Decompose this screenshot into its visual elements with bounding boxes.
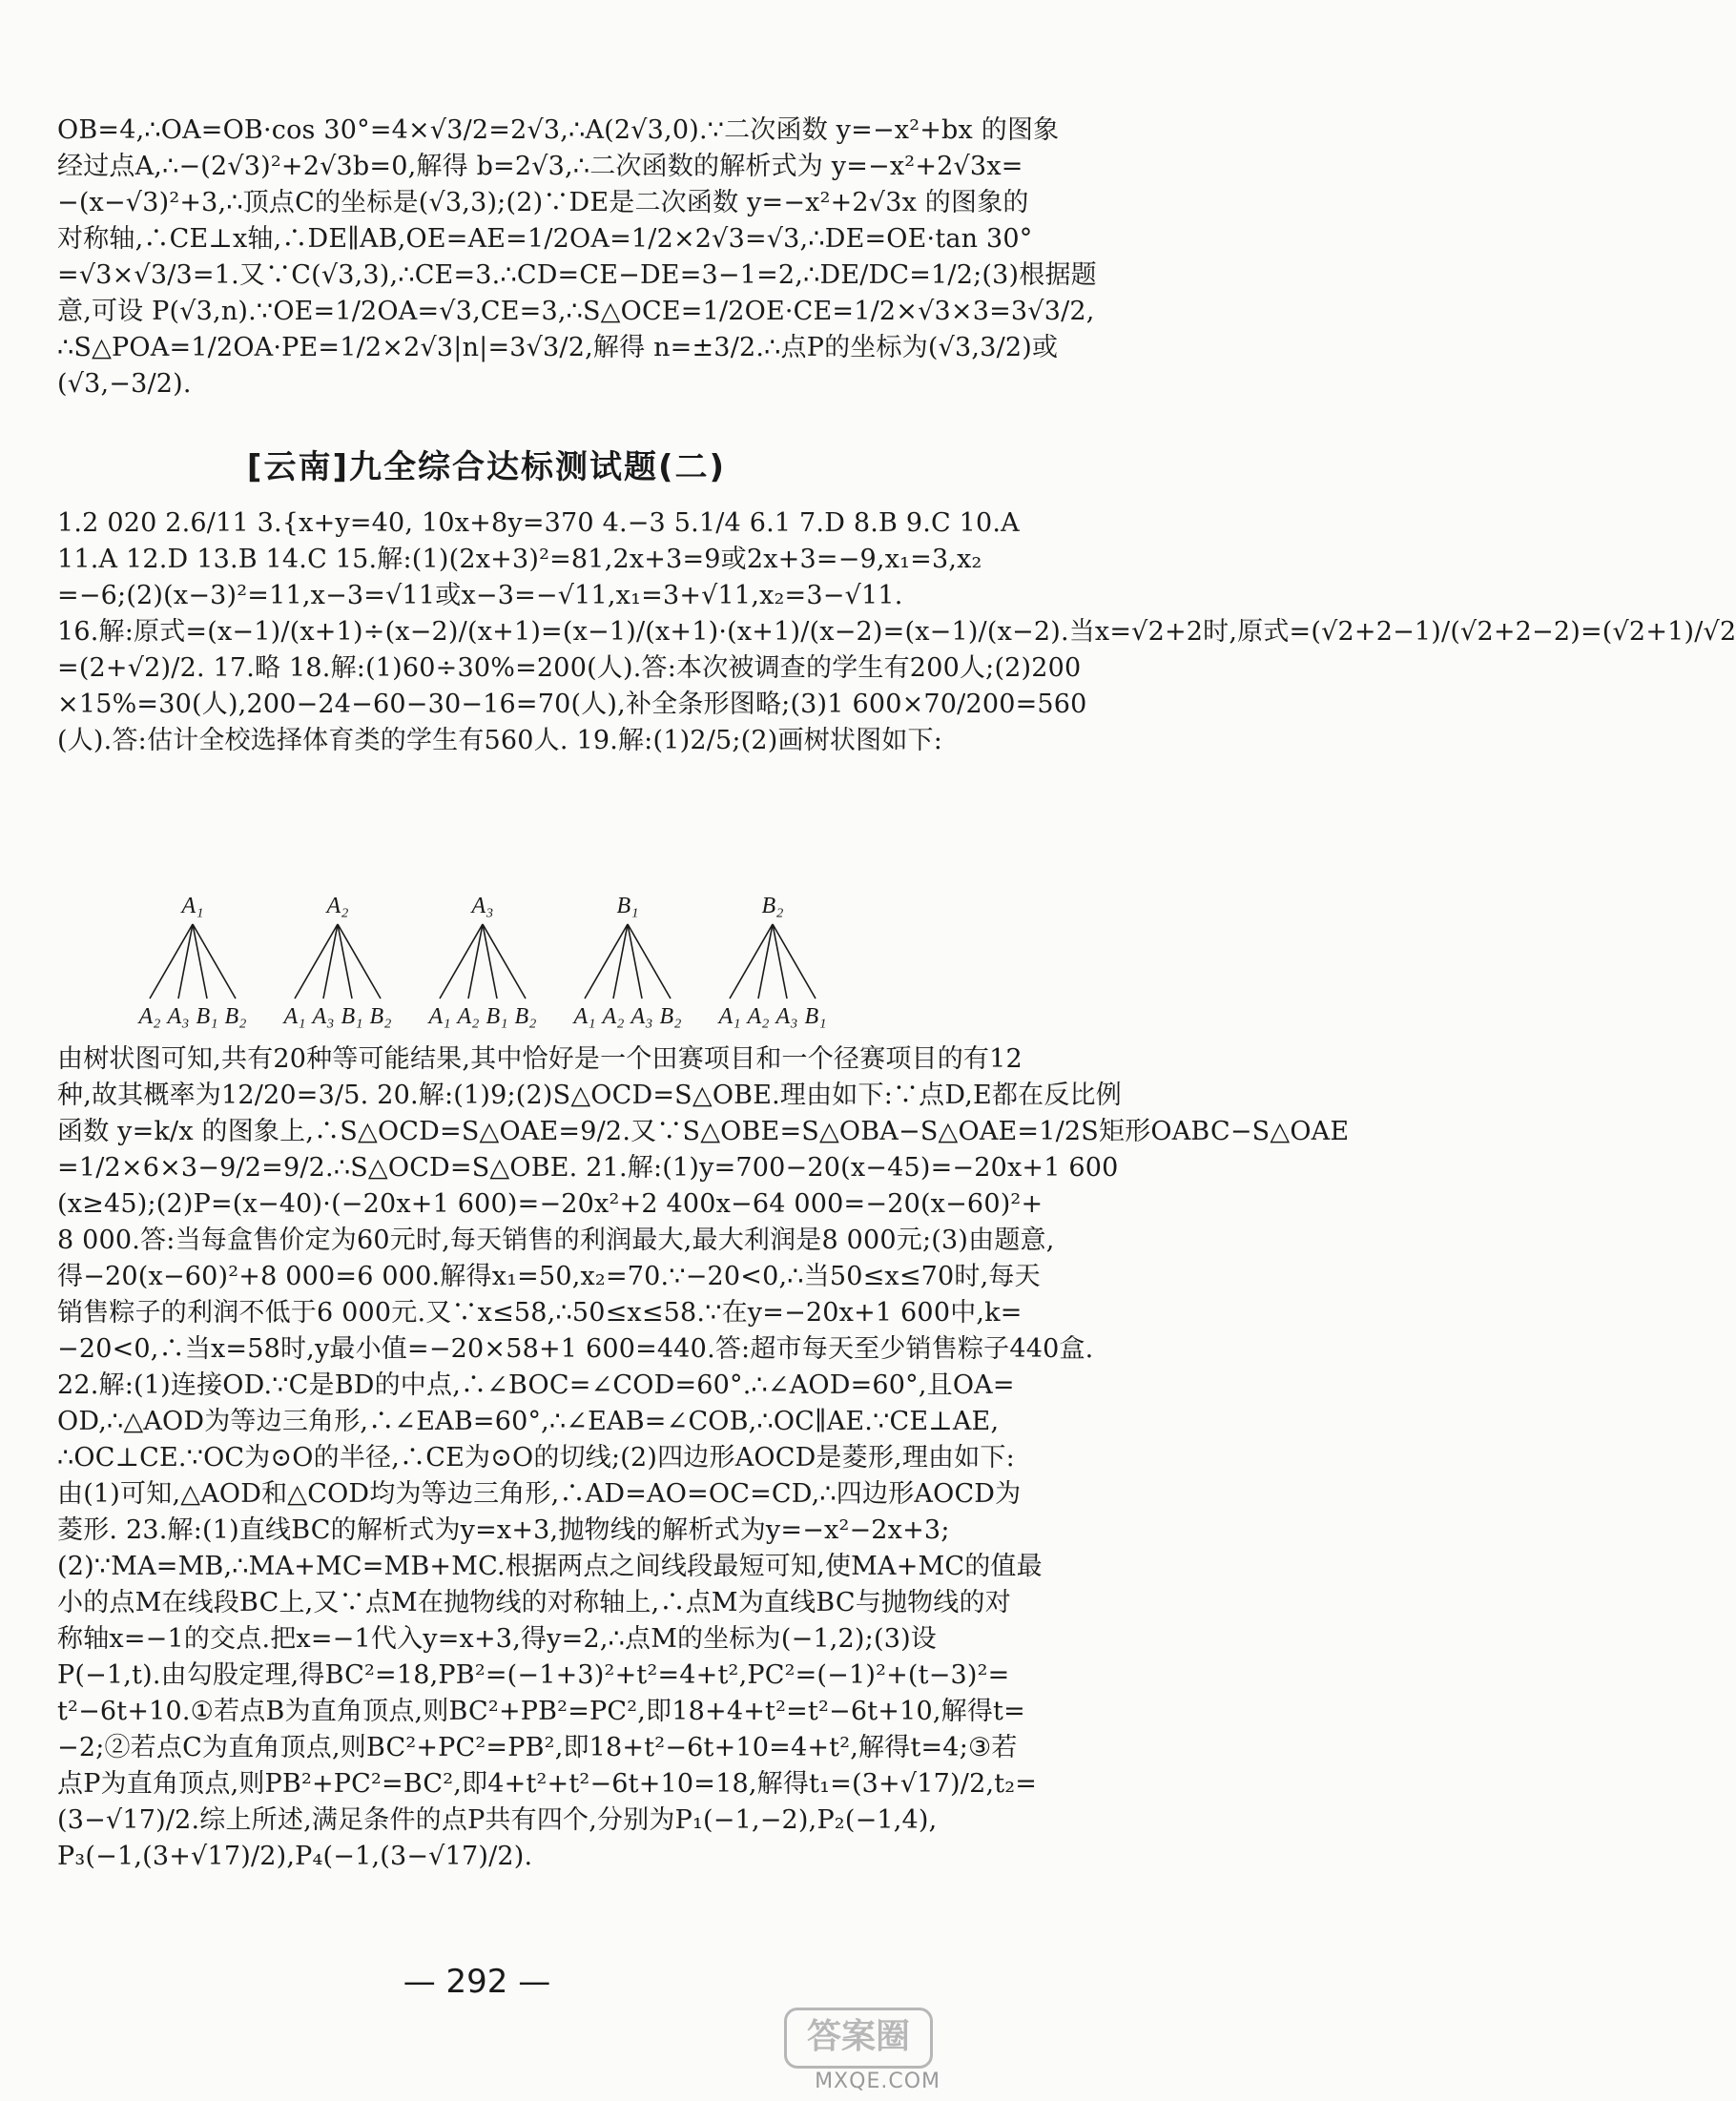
- text-line: (人).答:估计全校选择体育类的学生有560人. 19.解:(1)2/5;(2)画树状图如下:: [57, 726, 943, 755]
- text-line: ∴OC⊥CE.∵OC为⊙O的半径,∴CE为⊙O的切线;(2)四边形AOCD是菱形,理由如下:: [57, 1443, 1015, 1473]
- text-line: t²−6t+10.①若点B为直角顶点,则BC²+PB²=PC²,即18+4+t²=t²−6t+10,解得t=: [57, 1697, 1025, 1726]
- text-line: −(x−√3)²+3,∴顶点C的坐标是(√3,3);(2)∵DE是二次函数 y=−x²+2√3x 的图象的: [57, 188, 1029, 217]
- text-line: 由(1)可知,△AOD和△COD均为等边三角形,∴AD=AO=OC=CD,∴四边形AOCD为: [57, 1479, 1022, 1509]
- tree-leaf-label: B₁: [804, 1004, 827, 1029]
- tree-leaf-label: A₂: [747, 1004, 770, 1029]
- text-line: 菱形. 23.解:(1)直线BC的解析式为y=x+3,抛物线的解析式为y=−x²−2x+3;: [57, 1515, 950, 1545]
- text-line: OD,∴△AOD为等边三角形,∴∠EAB=60°,∴∠EAB=∠COB,∴OC∥AE.∵CE⊥AE,: [57, 1407, 1000, 1436]
- text-line: (2)∵MA=MB,∴MA+MC=MB+MC.根据两点之间线段最短可知,使MA+MC的值最: [57, 1552, 1043, 1581]
- text-line: 小的点M在线段BC上,又∵点M在抛物线的对称轴上,∴点M为直线BC与抛物线的对: [57, 1588, 1011, 1617]
- text-line: =−6;(2)(x−3)²=11,x−3=√11或x−3=−√11,x₁=3+√11,x₂=3−√11.: [57, 581, 903, 610]
- tree-leaf-label: A₃: [312, 1004, 335, 1029]
- tree-leaf-label: A₃: [167, 1004, 190, 1029]
- tree-leaf-label: B₁: [196, 1004, 218, 1029]
- text-line: OB=4,∴OA=OB·cos 30°=4×√3/2=2√3,∴A(2√3,0).∵二次函数 y=−x²+bx 的图象: [57, 115, 1060, 145]
- tree-leaf-label: A₁: [718, 1004, 741, 1029]
- text-line: 对称轴,∴CE⊥x轴,∴DE∥AB,OE=AE=1/2OA=1/2×2√3=√3,∴DE=OE·tan 30°: [57, 224, 1033, 254]
- text-line: =1/2×6×3−9/2=9/2.∴S△OCD=S△OBE. 21.解:(1)y=700−20(x−45)=−20x+1 600: [57, 1153, 1119, 1183]
- answers-part-1: [57, 505, 1736, 759]
- site-watermark: [778, 2008, 940, 2093]
- text-line: (x≥45);(2)P=(x−40)·(−20x+1 600)=−20x²+2 400x−64 000=−20(x−60)²+: [57, 1189, 1044, 1219]
- page-number: — 292 —: [403, 1963, 551, 2001]
- tree-diagram: [124, 892, 849, 1035]
- text-line: ∴S△POA=1/2OA·PE=1/2×2√3|n|=3√3/2,解得 n=±3/2.∴点P的坐标为(√3,3/2)或: [57, 333, 1059, 362]
- text-line: 意,可设 P(√3,n).∵OE=1/2OA=√3,CE=3,∴S△OCE=1/2OE·CE=1/2×√3×3=3√3/2,: [57, 297, 1095, 326]
- text-line: 函数 y=k/x 的图象上,∴S△OCD=S△OAE=9/2.又∵S△OBE=S△OBA−S△OAE=1/2S矩形OABC−S△OAE: [57, 1117, 1350, 1146]
- text-line: 16.解:原式=(x−1)/(x+1)÷(x−2)/(x+1)=(x−1)/(x+1)·(x+1)/(x−2)=(x−1)/(x−2).当x=√2+2时,原式=(√2+2−1)/(√2+2−2)=(√2+1)/√2: [57, 617, 1736, 647]
- text-line: (3−√17)/2.综上所述,满足条件的点P共有四个,分别为P₁(−1,−2),P₂(−1,4),: [57, 1805, 938, 1835]
- text-line: 种,故其概率为12/20=3/5. 20.解:(1)9;(2)S△OCD=S△OBE.理由如下:∵点D,E都在反比例: [57, 1081, 1122, 1110]
- tree-leaf-label: A₂: [138, 1004, 161, 1029]
- text-line: 经过点A,∴−(2√3)²+2√3b=0,解得 b=2√3,∴二次函数的解析式为 y=−x²+2√3x=: [57, 152, 1023, 181]
- text-line: 11.A 12.D 13.B 14.C 15.解:(1)(2x+3)²=81,2x+3=9或2x+3=−9,x₁=3,x₂: [57, 545, 982, 574]
- tree-root-label: A₃: [471, 894, 494, 918]
- tree-leaf-label: B₂: [369, 1004, 392, 1029]
- answers-part-2: [57, 1041, 1350, 1875]
- text-line: ×15%=30(人),200−24−60−30−16=70(人),补全条形图略;(3)1 600×70/200=560: [57, 690, 1087, 719]
- text-line: 22.解:(1)连接OD.∵C是BD的中点,∴∠BOC=∠COD=60°.∴∠AOD=60°,且OA=: [57, 1370, 1015, 1400]
- tree-leaf-label: B₁: [341, 1004, 363, 1029]
- tree-leaf-label: B₁: [486, 1004, 508, 1029]
- tree-leaf-label: B₂: [514, 1004, 537, 1029]
- text-line: 由树状图可知,共有20种等可能结果,其中恰好是一个田赛项目和一个径赛项目的有12: [57, 1044, 1023, 1074]
- tree-leaf-label: A₁: [573, 1004, 596, 1029]
- tree-leaf-label: A₃: [775, 1004, 798, 1029]
- text-line: 点P为直角顶点,则PB²+PC²=BC²,即4+t²+t²−6t+10=18,解得t₁=(3+√17)/2,t₂=: [57, 1769, 1038, 1799]
- tree-root-label: B₂: [761, 894, 784, 918]
- text-line: −20<0,∴当x=58时,y最小值=−20×58+1 600=440.答:超市每天至少销售粽子440盒.: [57, 1334, 1094, 1364]
- text-line: 称轴x=−1的交点.把x=−1代入y=x+3,得y=2,∴点M的坐标为(−1,2);(3)设: [57, 1624, 938, 1654]
- tree-leaf-label: A₂: [602, 1004, 625, 1029]
- text-line: 销售粽子的利润不低于6 000元.又∵x≤58,∴50≤x≤58.∵在y=−20x+1 600中,k=: [57, 1298, 1023, 1328]
- section-title: [云南]九全综合达标测试题(二): [246, 448, 727, 486]
- tree-root-label: A₂: [326, 894, 349, 918]
- text-line: P₃(−1,(3+√17)/2),P₄(−1,(3−√17)/2).: [57, 1842, 533, 1871]
- tree-leaf-label: A₂: [457, 1004, 480, 1029]
- answer-page: [57, 0, 1736, 2101]
- tree-root-label: A₁: [181, 894, 204, 918]
- tree-leaf-label: A₁: [428, 1004, 451, 1029]
- text-line: (√3,−3/2).: [57, 369, 192, 399]
- tree-leaf-label: B₂: [224, 1004, 247, 1029]
- tree-leaf-label: A₃: [630, 1004, 653, 1029]
- text-line: P(−1,t).由勾股定理,得BC²=18,PB²=(−1+3)²+t²=4+t²,PC²=(−1)²+(t−3)²=: [57, 1660, 1010, 1690]
- text-line: 8 000.答:当每盒售价定为60元时,每天销售的利润最大,最大利润是8 000元;(3)由题意,: [57, 1226, 1055, 1255]
- tree-leaf-label: A₁: [283, 1004, 306, 1029]
- text-line: =(2+√2)/2. 17.略 18.解:(1)60÷30%=200(人).答:本次被调查的学生有200人;(2)200: [57, 653, 1082, 683]
- text-line: 得−20(x−60)²+8 000=6 000.解得x₁=50,x₂=70.∵−20<0,∴当50≤x≤70时,每天: [57, 1262, 1041, 1291]
- text-line: =√3×√3/3=1.又∵C(√3,3),∴CE=3.∴CD=CE−DE=3−1=2,∴DE/DC=1/2;(3)根据题: [57, 260, 1097, 290]
- tree-root-label: B₁: [616, 894, 639, 918]
- solution-continuation: [57, 113, 1097, 402]
- watermark-logo: 答案圈: [784, 2008, 933, 2069]
- tree-leaf-label: B₂: [659, 1004, 682, 1029]
- watermark-site: MXQE.COM: [815, 2070, 940, 2093]
- text-line: 1.2 020 2.6/11 3.{x+y=40, 10x+8y=370 4.−3 5.1/4 6.1 7.D 8.B 9.C 10.A: [57, 508, 1020, 538]
- text-line: −2;②若点C为直角顶点,则BC²+PC²=PB²,即18+t²−6t+10=4+t²,解得t=4;③若: [57, 1733, 1018, 1762]
